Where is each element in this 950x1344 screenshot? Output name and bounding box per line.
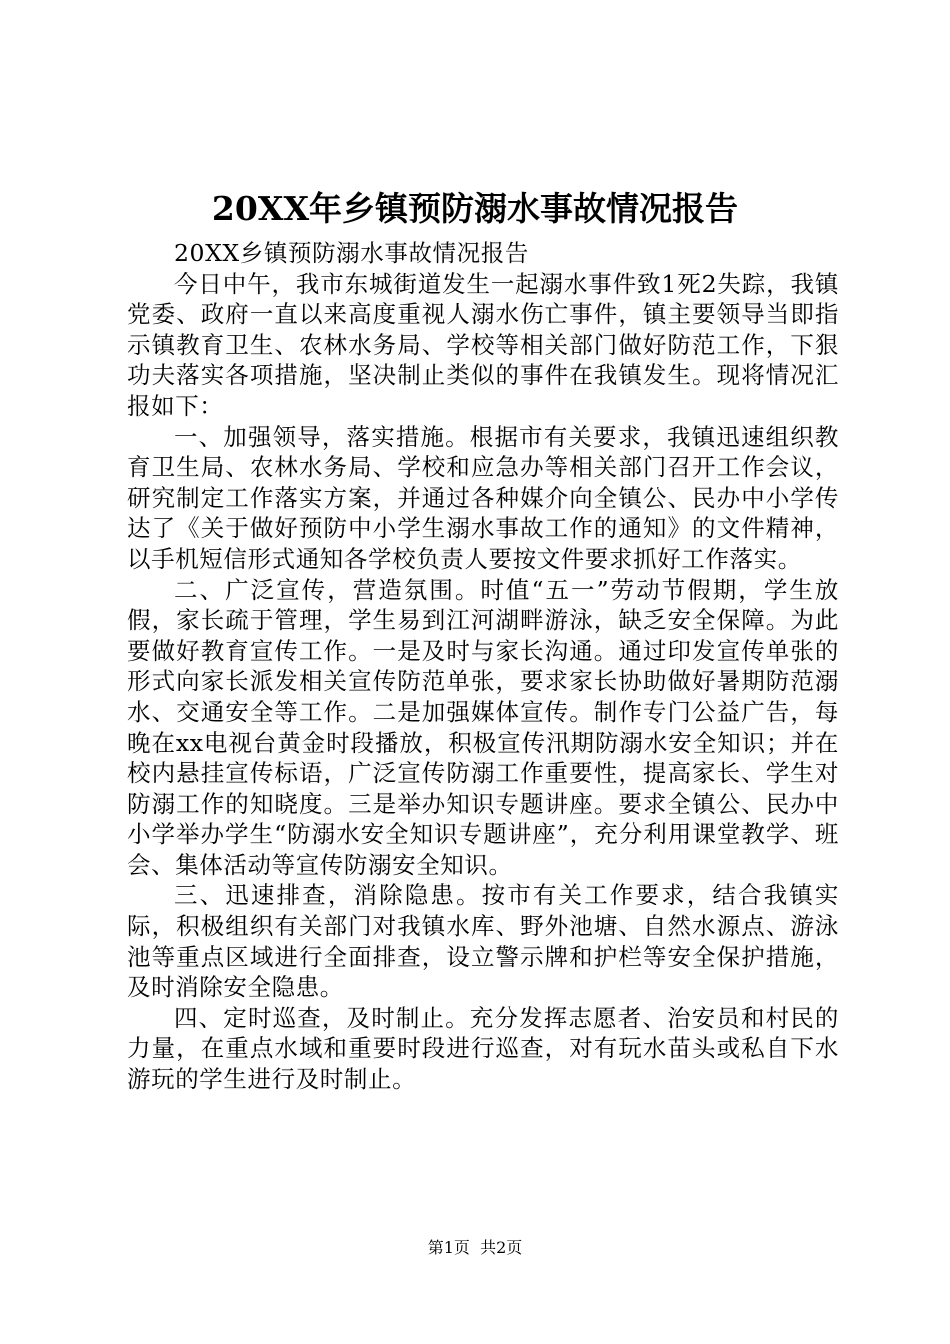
section-4-paragraph: 四、定时巡查，及时制止。充分发挥志愿者、治安员和村民的力量，在重点水域和重要时段进行巡查，对有玩水苗头或私自下水游玩的学生进行及时制止。 <box>127 1003 839 1094</box>
section-3-paragraph: 三、迅速排查，消除隐患。按市有关工作要求，结合我镇实际，积极组织有关部门对我镇水库、野外池塘、自然水源点、游泳池等重点区域进行全面排查，设立警示牌和护栏等安全保护措施，及时消除安全隐患。 <box>127 881 839 1002</box>
document-body <box>127 238 839 1095</box>
page-footer <box>0 1237 950 1259</box>
intro-paragraph: 今日中午，我市东城街道发生一起溺水事件致1死2失踪，我镇党委、政府一直以来高度重视人溺水伤亡事件，镇主要领导当即指示镇教育卫生、农林水务局、学校等相关部门做好防范工作，下狠功夫落实各项措施，坚决制止类似的事件在我镇发生。现将情况汇报如下： <box>127 269 839 420</box>
subtitle-paragraph: 20XX乡镇预防溺水事故情况报告 <box>174 239 529 267</box>
section-2-paragraph: 二、广泛宣传，营造氛围。时值“五一”劳动节假期，学生放假，家长疏于管理，学生易到江河湖畔游泳，缺乏安全保障。为此要做好教育宣传工作。一是及时与家长沟通。通过印发宣传单张的形式向家长派发相关宣传防范单张，要求家长协助做好暑期防范溺水、交通安全等工作。二是加强媒体宣传。制作专门公益广告，每晚在xx电视台黄金时段播放，积极宣传汛期防溺水安全知识；并在校内悬挂宣传标语，广泛宣传防溺工作重要性，提高家长、学生对防溺工作的知晓度。三是举办知识专题讲座。要求全镇公、民办中小学举办学生“防溺水安全知识专题讲座”，充分利用课堂教学、班会、集体活动等宣传防溺安全知识。 <box>127 575 839 879</box>
page-number: 第1页 <box>427 1238 470 1257</box>
page-total: 共2页 <box>480 1238 523 1257</box>
section-1-paragraph: 一、加强领导，落实措施。根据市有关要求，我镇迅速组织教育卫生局、农林水务局、学校和应急办等相关部门召开工作会议，研究制定工作落实方案，并通过各种媒介向全镇公、民办中小学传达了《关于做好预防中小学生溺水事故工作的通知》的文件精神，以手机短信形式通知各学校负责人要按文件要求抓好工作落实。 <box>127 422 839 573</box>
document-title: 20XX年乡镇预防溺水事故情况报告 <box>211 189 739 228</box>
